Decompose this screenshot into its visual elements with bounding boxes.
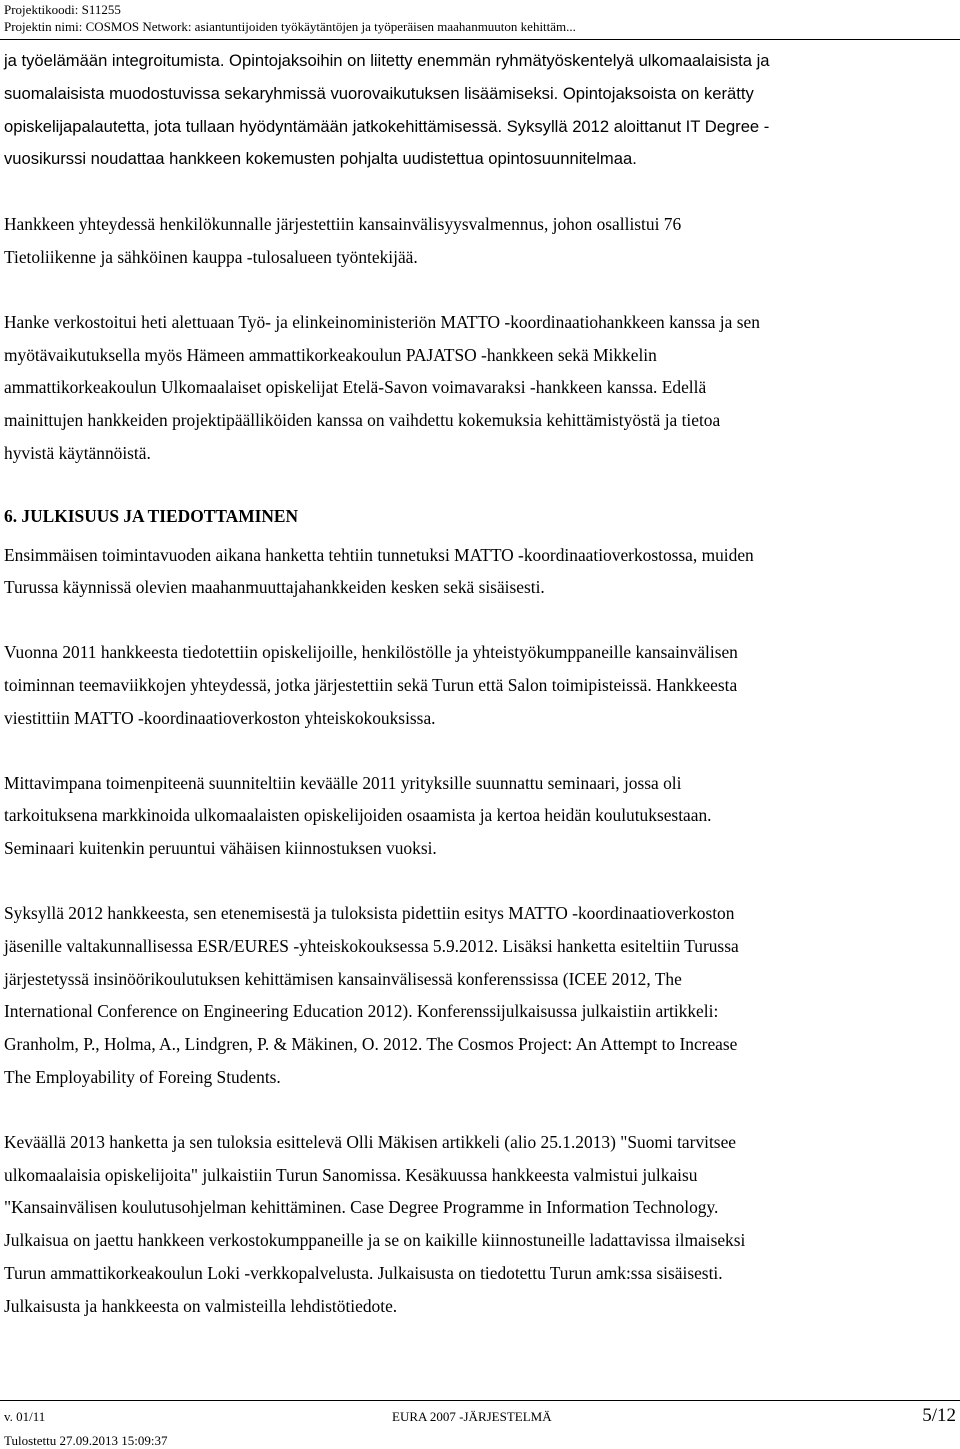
text-line: mainittujen hankkeiden projektipäälliköiden kanssa on vaihdettu kokemuksia kehittämistyöstä ja tietoa	[4, 410, 721, 431]
text-line: Hanke verkostoitui heti alettuaan Työ- ja elinkeinoministeriön MATTO -koordinaatiohankkeen kanssa ja sen	[4, 311, 760, 332]
page-header	[4, 1, 954, 35]
text-line: Syksyllä 2012 hankkeesta, sen etenemisestä ja tuloksista pidettiin esitys MATTO -koordinaatioverkoston	[4, 902, 735, 923]
text-line: Granholm, P., Holma, A., Lindgren, P. & Mäkinen, O. 2012. The Cosmos Project: An Attempt to Increase	[4, 1034, 738, 1055]
text-line: ammattikorkeakoulun Ulkomaalaiset opiskelijat Etelä-Savon voimavaraksi -hankkeen kanssa. Edellä	[4, 377, 707, 398]
text-line: jäsenille valtakunnallisessa ESR/EURES -yhteiskokouksessa 5.9.2012. Lisäksi hanketta esiteltiin Turussa	[4, 935, 739, 956]
system-label: EURA 2007 -JÄRJESTELMÄ	[392, 1409, 552, 1424]
text-line: "Kansainvälisen koulutusohjelman kehittäminen. Case Degree Programme in Information Technology.	[4, 1197, 719, 1218]
paragraph-intro	[4, 45, 956, 176]
page-footer	[0, 1400, 960, 1449]
paragraph-2013	[4, 1126, 956, 1323]
text-line: Ensimmäisen toimintavuoden aikana hanketta tehtiin tunnetuksi MATTO -koordinaatioverkostossa, muiden	[4, 544, 754, 565]
text-line: Mittavimpana toimenpiteenä suunniteltiin keväälle 2011 yrityksille suunnattu seminaari, jossa oli	[4, 772, 682, 793]
text-line: Turussa käynnissä olevien maahanmuuttajahankkeiden kesken sekä sisäisesti.	[4, 577, 545, 598]
text-line: viestittiin MATTO -koordinaatioverkoston yhteiskokouksissa.	[4, 707, 436, 728]
text-line: Turun ammattikorkeakoulun Loki -verkkopalvelusta. Julkaisusta on tiedotettu Turun amk:ssa sisäisesti.	[4, 1262, 723, 1283]
text-line: tarkoituksena markkinoida ulkomaalaisten opiskelijoiden osaamista ja kertoa heidän koulutuksestaan.	[4, 805, 712, 826]
paragraph-networking	[4, 306, 956, 470]
text-line: Keväällä 2013 hanketta ja sen tuloksia esittelevä Olli Mäkisen artikkeli (alio 25.1.2013) "Suomi tarvitsee	[4, 1131, 737, 1152]
paragraph-seminar	[4, 767, 956, 865]
project-name: Projektin nimi: COSMOS Network: asiantuntijoiden työkäytäntöjen ja työperäisen maahanmuuton kehittäm...	[4, 19, 576, 34]
text-line: Vuonna 2011 hankkeesta tiedotettiin opiskelijoille, henkilöstölle ja yhteistyökumppaneille kansainvälisen	[4, 642, 738, 663]
footer-divider	[0, 1400, 960, 1401]
text-line: opiskelijapalautetta, jota tullaan hyödyntämään jatkokehittämisessä. Syksyllä 2012 aloittanut IT Degree -	[4, 116, 770, 136]
version-label: v. 01/11	[4, 1409, 46, 1424]
text-line: suomalaisista muodostuvissa sekaryhmissä vuorovaikutuksen lisäämiseksi. Opintojaksoista on kerätty	[4, 83, 754, 103]
header-divider	[0, 39, 960, 40]
text-line: toiminnan teemaviikkojen yhteydessä, jotka järjestettiin sekä Turun että Salon toimipisteissä. Hankkeesta	[4, 674, 738, 695]
text-line: Tietoliikenne ja sähköinen kauppa -tulosalueen työntekijää.	[4, 246, 418, 267]
project-code: Projektikoodi: S11255	[4, 2, 121, 17]
page-number: 5/12	[922, 1405, 956, 1426]
paragraph-2012	[4, 897, 956, 1094]
document-body	[4, 45, 956, 1323]
text-line: järjestetyssä insinöörikoulutuksen kehittämisen kansainvälisessä konferenssissa (ICEE 2012, The	[4, 968, 682, 989]
text-line: hyvistä käytännöistä.	[4, 442, 151, 463]
paragraph-first-year	[4, 539, 956, 605]
paragraph-training	[4, 208, 956, 274]
section-heading: 6. JULKISUUS JA TIEDOTTAMINEN	[4, 505, 299, 526]
printed-timestamp: Tulostettu 27.09.2013 15:09:37	[4, 1433, 168, 1448]
text-line: vuosikurssi noudattaa hankkeen kokemusten pohjalta uudistettua opintosuunnitelmaa.	[4, 149, 637, 169]
text-line: The Employability of Foreing Students.	[4, 1066, 281, 1087]
text-line: Julkaisua on jaettu hankkeen verkostokumppaneille ja se on kaikille kiinnostuneille ladattavissa ilmaiseksi	[4, 1230, 746, 1251]
paragraph-2011	[4, 636, 956, 734]
text-line: Seminaari kuitenkin peruuntui vähäisen kiinnostuksen vuoksi.	[4, 838, 437, 859]
text-line: International Conference on Engineering Education 2012). Konferenssijulkaisussa julkaistiin artikkeli:	[4, 1001, 719, 1022]
text-line: Julkaisusta ja hankkeesta on valmisteilla lehdistötiedote.	[4, 1295, 398, 1316]
text-line: myötävaikutuksella myös Hämeen ammattikorkeakoulun PAJATSO -hankkeen sekä Mikkelin	[4, 344, 657, 365]
text-line: Hankkeen yhteydessä henkilökunnalle järjestettiin kansainvälisyysvalmennus, johon osallistui 76	[4, 214, 682, 235]
text-line: ulkomaalaisia opiskelijoita" julkaistiin Turun Sanomissa. Kesäkuussa hankkeesta valmistui julkaisu	[4, 1164, 698, 1185]
text-line: ja työelämään integroitumista. Opintojaksoihin on liitetty enemmän ryhmätyöskentelyä ulkomaalaisista ja	[4, 51, 770, 70]
